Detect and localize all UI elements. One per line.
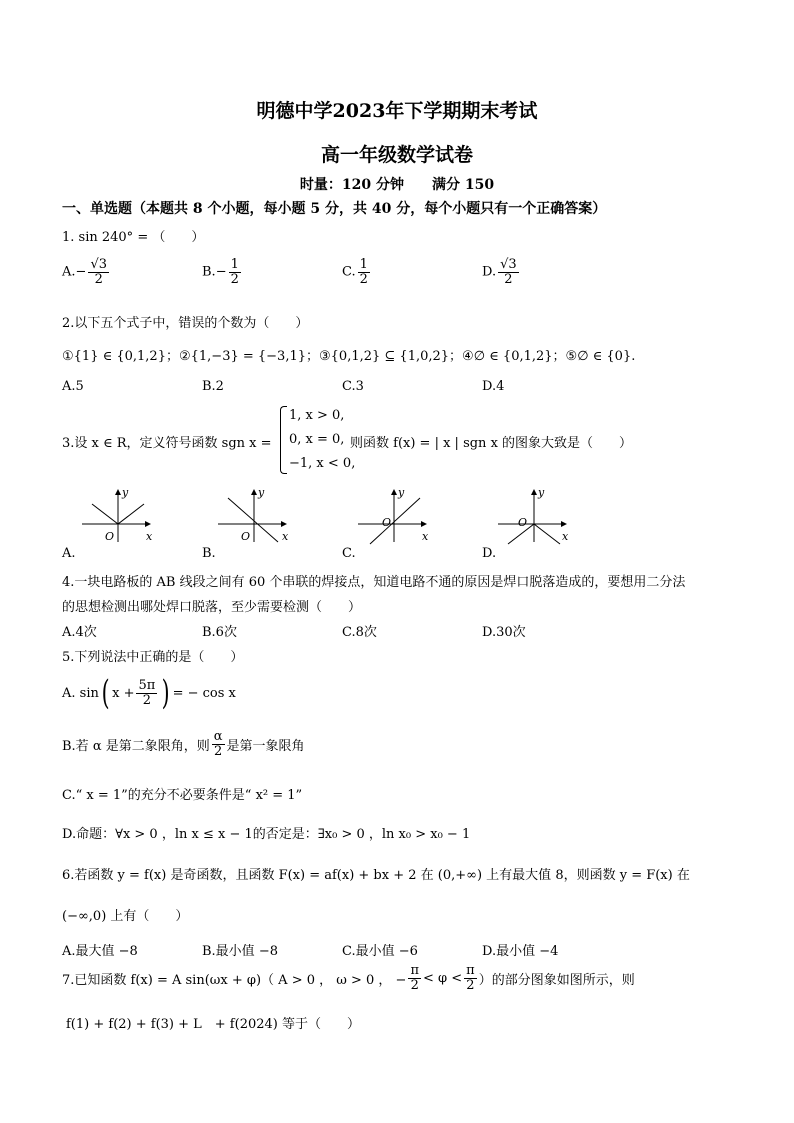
y-label: y [398,486,405,499]
q3-case-2: 0, x = 0, [289,432,345,447]
q3-graph-b [214,484,300,546]
q5-option-d: D.命题：∀x > 0 ，ln x ≤ x − 1的否定是：∃x₀ > 0 ，ln x₀ > x₀ − 1 [62,827,471,842]
x-label: x [422,530,429,543]
q3-graph-d [494,484,580,546]
q4-option-d: D.30次 [482,625,526,640]
q6-option-b: B.最小值 −8 [202,944,278,959]
q4-option-a: A.4次 [62,625,97,640]
q3-graph-a [78,484,164,546]
q5-option-b: B.若 α 是第二象限角，则 $\frac{\alpha}{2}$ 是第一象限角 [62,729,305,759]
origin-label: O [382,516,392,529]
q5-stem: 5.下列说法中正确的是（ ） [62,650,244,665]
origin-label: O [518,516,528,529]
section-heading: 一、单选题（本题共 8 个小题，每小题 5 分，共 40 分，每个小题只有一个正确答案） [62,201,607,217]
q4-line2: 的思想检测出哪处焊口脱落，至少需要检测（ ） [62,600,362,615]
q2-option-a: A.5 [62,379,84,394]
q6-option-a: A.最大值 −8 [62,944,138,959]
q3-pre: 3.设 x ∈ R，定义符号函数 sgn x = [62,436,272,451]
q3-option-c: C. [342,546,356,561]
q7-line1: 7.已知函数 f(x) = A sin(ωx + φ)（ A > 0 ， ω > 0 ， − $\frac{\pi}{2}$ < φ < $\frac{\pi}{2}$ ）的部分图象如图所示，则 [62,963,635,993]
q1-option-d: D. $\frac{√3}{2}$ [482,257,517,287]
q3-option-b: B. [202,546,216,561]
q1-option-a: A.− $\frac{√3}{2}$ [62,257,107,287]
y-label: y [258,486,265,499]
q1-option-c: C. $\frac{1}{2}$ [342,257,368,287]
q3-post: 则函数 f(x) = | x | sgn x 的图象大致是（ ） [350,436,633,451]
q2-option-b: B.2 [202,379,224,394]
q4-line1: 4.一块电路板的 AB 线段之间有 60 个串联的焊接点，知道电路不通的原因是焊口脱落造成的，要想用二分法 [62,575,686,590]
q1-option-b: B.− $\frac{1}{2}$ [202,257,239,287]
x-label: x [562,530,569,543]
q6-line1: 6.若函数 y = f(x) 是奇函数，且函数 F(x) = af(x) + bx + 2 在 (0,+∞) 上有最大值 8，则函数 y = F(x) 在 [62,868,690,883]
origin-label: O [241,530,251,543]
q3-option-a: A. [62,546,76,561]
x-label: x [146,530,153,543]
q6-option-d: D.最小值 −4 [482,944,559,959]
q3-brace [280,406,287,474]
y-label: y [122,486,129,499]
q3-case-3: −1, x < 0, [289,456,356,471]
exam-info: 时量：120 分钟 满分 150 [299,177,495,193]
q4-option-c: C.8次 [342,625,377,640]
q5-option-a: A. sin ( x + $\frac{5\pi}{2}$ ) = − cos x [62,673,236,713]
q6-line2: (−∞,0) 上有（ ） [62,909,189,924]
q3-case-1: 1, x > 0, [289,408,345,423]
q5-option-c: C.“ x = 1”的充分不必要条件是“ x² = 1” [62,788,303,803]
q3-graph-c [354,484,440,546]
q6-option-c: C.最小值 −6 [342,944,418,959]
q2-stem: 2.以下五个式子中，错误的个数为（ ） [62,316,309,331]
q2-expressions: ①{1} ∈ {0,1,2}；②{1,−3} = {−3,1}；③{0,1,2} ⊆ {1,0,2}；④∅ ∈ {0,1,2}；⑤∅ ∈ {0}. [62,349,636,364]
q3-option-d: D. [482,546,497,561]
exam-title: 明德中学2023年下学期期末考试 [256,100,538,122]
x-label: x [282,530,289,543]
q7-line2: f(1) + f(2) + f(3) + L + f(2024) 等于（ ） [66,1017,360,1032]
origin-label: O [105,530,115,543]
y-label: y [538,486,545,499]
q4-option-b: B.6次 [202,625,237,640]
q2-option-c: C.3 [342,379,364,394]
q2-option-d: D.4 [482,379,505,394]
exam-subtitle: 高一年级数学试卷 [320,144,473,166]
q1-stem: 1. sin 240° = （ ） [62,230,205,245]
